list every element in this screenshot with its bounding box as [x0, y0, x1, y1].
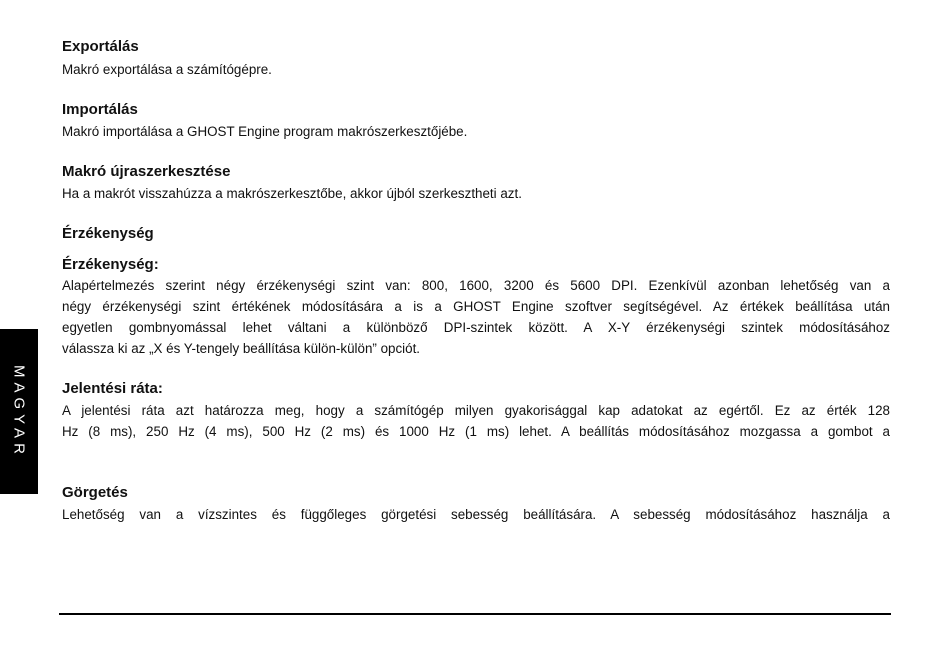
import-text: Makró importálása a GHOST Engine program makrószerkesztőjébe.	[62, 124, 468, 139]
scrolling-heading: Görgetés	[62, 484, 128, 501]
report-rate-line: Hz (8 ms), 250 Hz (4 ms), 500 Hz (2 ms) és 1000 Hz (1 ms) lehet. A beállítás módosításához mozgassa a gombot a	[62, 424, 890, 439]
reedit-heading: Makró újraszerkesztése	[62, 163, 231, 180]
scrolling-line: Lehetőség van a vízszintes és függőleges görgetési sebesség beállítására. A sebesség módosításához használja a	[62, 507, 890, 522]
sensitivity-line: négy érzékenységi szint értékének módosítására a is a GHOST Engine szoftver segítségével. Az értékek beállítása után	[62, 299, 890, 314]
footer-rule	[59, 613, 891, 615]
sensitivity-heading: Érzékenység:	[62, 256, 159, 273]
sensitivity-line: Alapértelmezés szerint négy érzékenységi szint van: 800, 1600, 3200 és 5600 DPI. Ezenkívül azonban lehetőség van a	[62, 278, 890, 293]
reedit-text: Ha a makrót visszahúzza a makrószerkesztőbe, akkor újból szerkesztheti azt.	[62, 186, 522, 201]
report-rate-heading: Jelentési ráta:	[62, 380, 163, 397]
export-text: Makró exportálása a számítógépre.	[62, 62, 272, 77]
language-label: MAGYAR	[10, 364, 28, 459]
import-heading: Importálás	[62, 101, 138, 118]
language-side-tab	[0, 329, 38, 494]
report-rate-line: A jelentési ráta azt határozza meg, hogy a számítógép milyen gyakorisággal kap adatokat az egértől. Ez az érték 128	[62, 403, 890, 418]
sensitivity-line: egyetlen gombnyomással lehet váltani a különböző DPI-szintek között. A X-Y érzékenységi szintek módosításához	[62, 320, 890, 335]
export-heading: Exportálás	[62, 38, 139, 55]
sensitivity-line: válassza ki az „X és Y-tengely beállítása külön-külön” opciót.	[62, 341, 421, 356]
sensitivity-section-heading: Érzékenység	[62, 225, 154, 242]
